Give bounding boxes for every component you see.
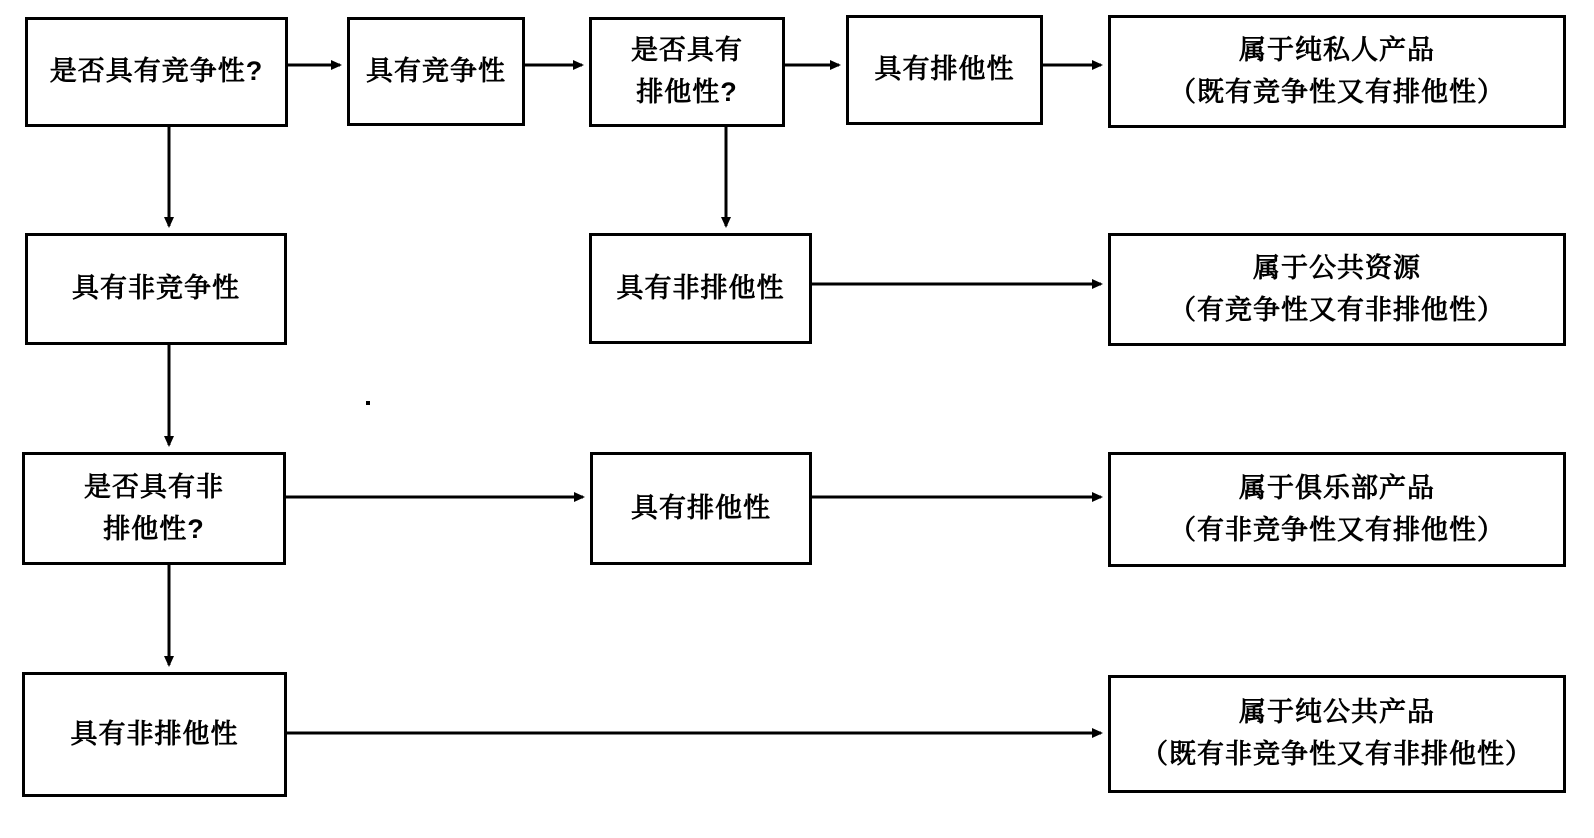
node-has-exclusive-2: [590, 452, 812, 565]
node-label: 具有排他性: [874, 54, 1015, 85]
node-result-club-good: [1108, 452, 1566, 567]
node-question-competitive: [25, 17, 288, 127]
node-label: 具有排他性: [631, 492, 771, 523]
node-label-line2: （有竞争性又有非排他性）: [1169, 294, 1505, 325]
node-label-line2: 排他性?: [103, 513, 205, 544]
node-has-exclusive: [846, 15, 1043, 125]
node-label: 属于纯私人产品: [1239, 34, 1435, 65]
node-label: 属于俱乐部产品: [1239, 472, 1435, 503]
node-label: 是否具有: [631, 35, 743, 66]
node-non-exclusive-final: [22, 672, 287, 797]
scan-artifact-dot: [366, 401, 370, 405]
node-question-non-exclusive: [22, 452, 286, 565]
node-result-common-resource: [1108, 233, 1566, 346]
node-label-line2: （既有非竞争性又有非排他性）: [1141, 739, 1533, 769]
node-label-line2: （有非竞争性又有排他性）: [1169, 514, 1505, 545]
node-non-competitive: [25, 233, 287, 345]
node-question-exclusive: [589, 17, 785, 127]
node-label: 具有非竞争性: [72, 273, 240, 304]
node-result-pure-public-good: [1108, 675, 1566, 793]
node-result-pure-private-good: [1108, 15, 1566, 128]
node-label: 具有竞争性: [366, 55, 506, 86]
node-label: 属于纯公共产品: [1239, 697, 1435, 728]
node-label: 是否具有竞争性?: [49, 56, 264, 87]
node-label-line2: （既有竞争性又有排他性）: [1169, 76, 1505, 107]
node-non-exclusive-mid: [589, 233, 812, 344]
node-label-line2: 排他性?: [636, 77, 738, 107]
node-label: 具有非排他性: [70, 718, 239, 749]
node-label: 属于公共资源: [1253, 252, 1421, 283]
node-has-competitive: [347, 17, 525, 126]
node-label: 具有非排他性: [616, 272, 785, 303]
node-label: 是否具有非: [84, 471, 224, 502]
